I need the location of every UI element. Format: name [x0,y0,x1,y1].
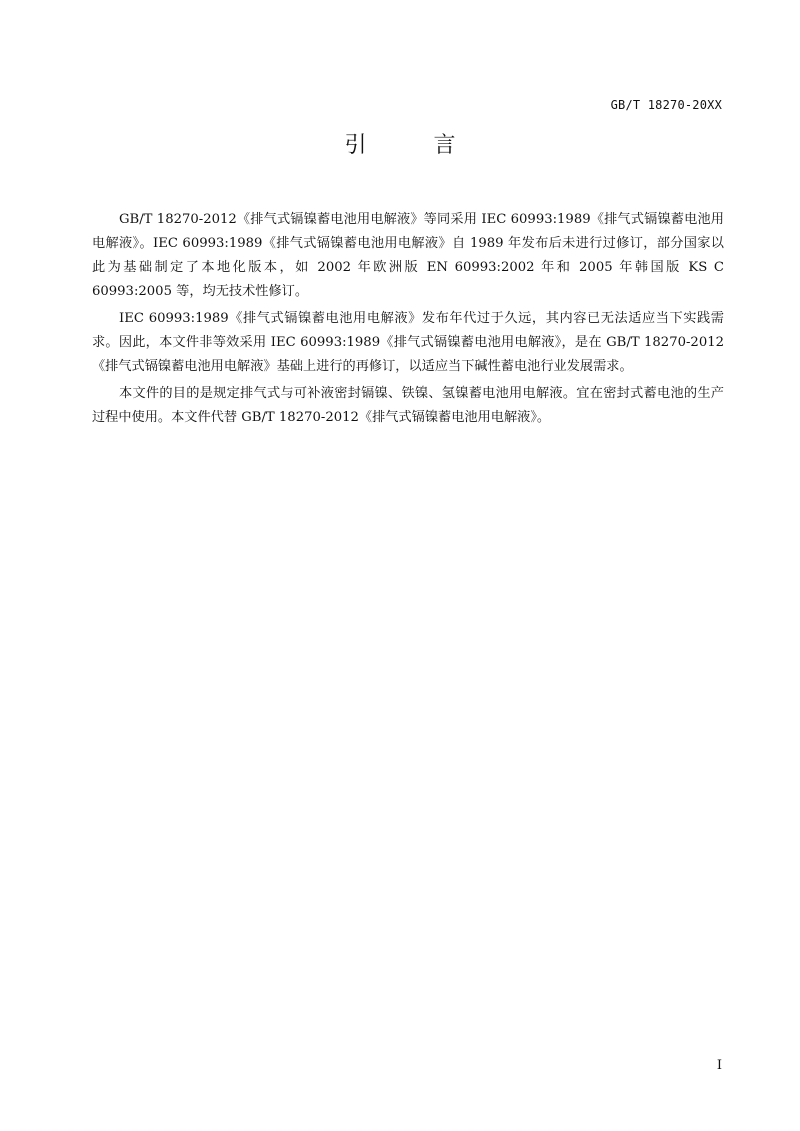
paragraph-1: GB/T 18270-2012《排气式镉镍蓄电池用电解液》等同采用 IEC 60993:1989《排气式镉镍蓄电池用电解液》。IEC 60993:1989《排气式镉镍蓄电池用电解液》自 1989 年发布后未进行过修订，部分国家以此为基础制定了本地化版本，如 2002 年欧洲版 EN 60993:2002 年和 2005 年韩国版 KS C 60993:2005 等，均无技术性修订。 [92,212,724,299]
paragraph-2: IEC 60993:1989《排气式镉镍蓄电池用电解液》发布年代过于久远，其内容已无法适应当下实践需求。因此，本文件非等效采用 IEC 60993:1989《排气式镉镍蓄电池用电解液》，是在 GB/T 18270-2012《排气式镉镍蓄电池用电解液》基础上进行的再修订，以适应当下碱性蓄电池行业发展需求。 [92,311,724,374]
page-title: 引 言 [344,133,486,158]
document-code: GB/T 18270-20XX [610,98,722,112]
document-body [92,208,724,433]
page-number: I [716,1058,722,1073]
paragraph-3: 本文件的目的是规定排气式与可补液密封镉镍、铁镍、氢镍蓄电池用电解液。宜在密封式蓄电池的生产过程中使用。本文件代替 GB/T 18270-2012《排气式镉镍蓄电池用电解液》。 [92,386,724,425]
